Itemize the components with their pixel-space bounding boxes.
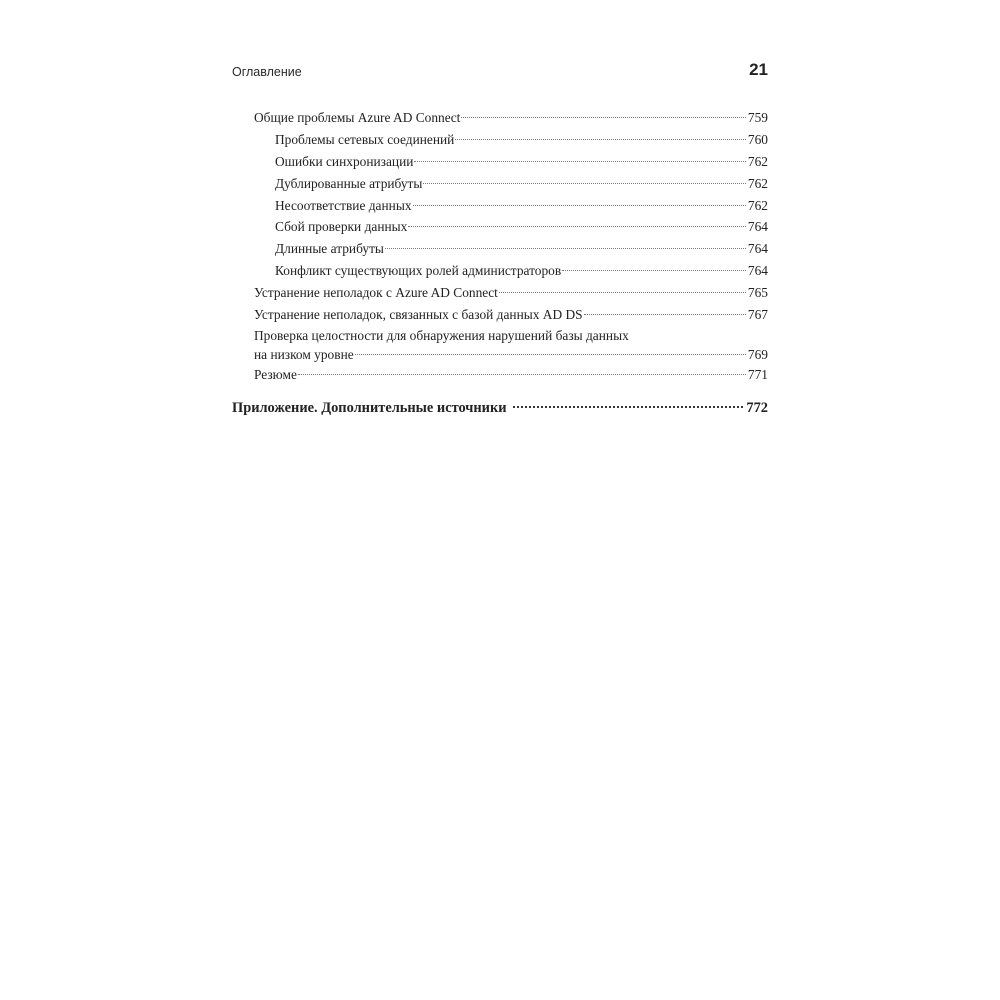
toc-entry[interactable] [232,107,768,129]
toc-appendix-entry[interactable] [232,398,768,420]
toc-entry[interactable] [232,216,768,238]
page-header [232,60,768,84]
toc-entry-label: Конфликт существующих ролей администраторов [275,263,562,279]
toc-entry-page: 767 [747,307,768,323]
toc-entry[interactable] [232,304,768,326]
toc-entry-label: Резюме [254,366,297,382]
toc-entry-line2 [254,345,768,364]
dot-leader [355,354,746,355]
dot-leader [513,406,744,408]
toc-entry-page: 759 [747,110,768,125]
toc-entry-page: 760 [747,131,768,147]
dot-leader [562,270,746,271]
toc-entry[interactable] [232,129,768,151]
toc-entry-label: Общие проблемы Azure AD Connect [254,110,461,125]
toc-entry-label: Приложение. Дополнительные источники [232,399,507,416]
toc-entry-label: Устранение неполадок с Azure AD Connect [254,285,498,301]
toc-entry[interactable] [232,326,768,364]
toc-entry-label-line1: Проверка целостности для обнаружения нарушений базы данных [254,327,629,343]
toc-entry-page: 762 [747,197,768,213]
dot-leader [298,374,746,375]
toc-entry-page: 772 [746,399,768,416]
dot-leader [499,292,746,293]
toc-entry[interactable] [232,282,768,304]
toc-entry-label: Проблемы сетевых соединений [275,131,455,147]
toc-entry-label: Устранение неполадок, связанных с базой данных AD DS [254,307,583,323]
dot-leader [385,248,746,249]
dot-leader [408,226,746,227]
dot-leader [413,205,746,206]
page-number: 21 [749,60,768,79]
toc-entry[interactable] [232,173,768,195]
running-head-title: Оглавление [232,65,302,79]
toc-entry-page: 762 [747,153,768,169]
dot-leader [414,161,746,162]
toc-entry-label-line2: на низком уровне [254,346,354,362]
toc-entry[interactable] [232,364,768,386]
toc-entry-page: 769 [747,346,768,362]
toc-entry-page: 764 [747,219,768,235]
toc-entry[interactable] [232,260,768,282]
toc-entry-label: Дублированные атрибуты [275,175,423,191]
toc-entry[interactable] [232,151,768,173]
toc-entry-page: 771 [747,366,768,382]
toc-entry-label: Длинные атрибуты [275,241,384,257]
dot-leader [584,314,746,315]
table-of-contents [232,107,768,420]
toc-entry-page: 764 [747,263,768,279]
toc-entry-page: 765 [747,285,768,301]
dot-leader [423,183,746,184]
toc-entry[interactable] [232,195,768,217]
toc-entry-label: Сбой проверки данных [275,219,408,235]
dot-leader [455,139,746,140]
toc-entry-page: 764 [747,241,768,257]
dot-leader [461,117,746,118]
toc-entry[interactable] [232,238,768,260]
toc-entry-page: 762 [747,175,768,191]
toc-entry-label: Ошибки синхронизации [275,153,414,169]
toc-entry-label: Несоответствие данных [275,197,412,213]
